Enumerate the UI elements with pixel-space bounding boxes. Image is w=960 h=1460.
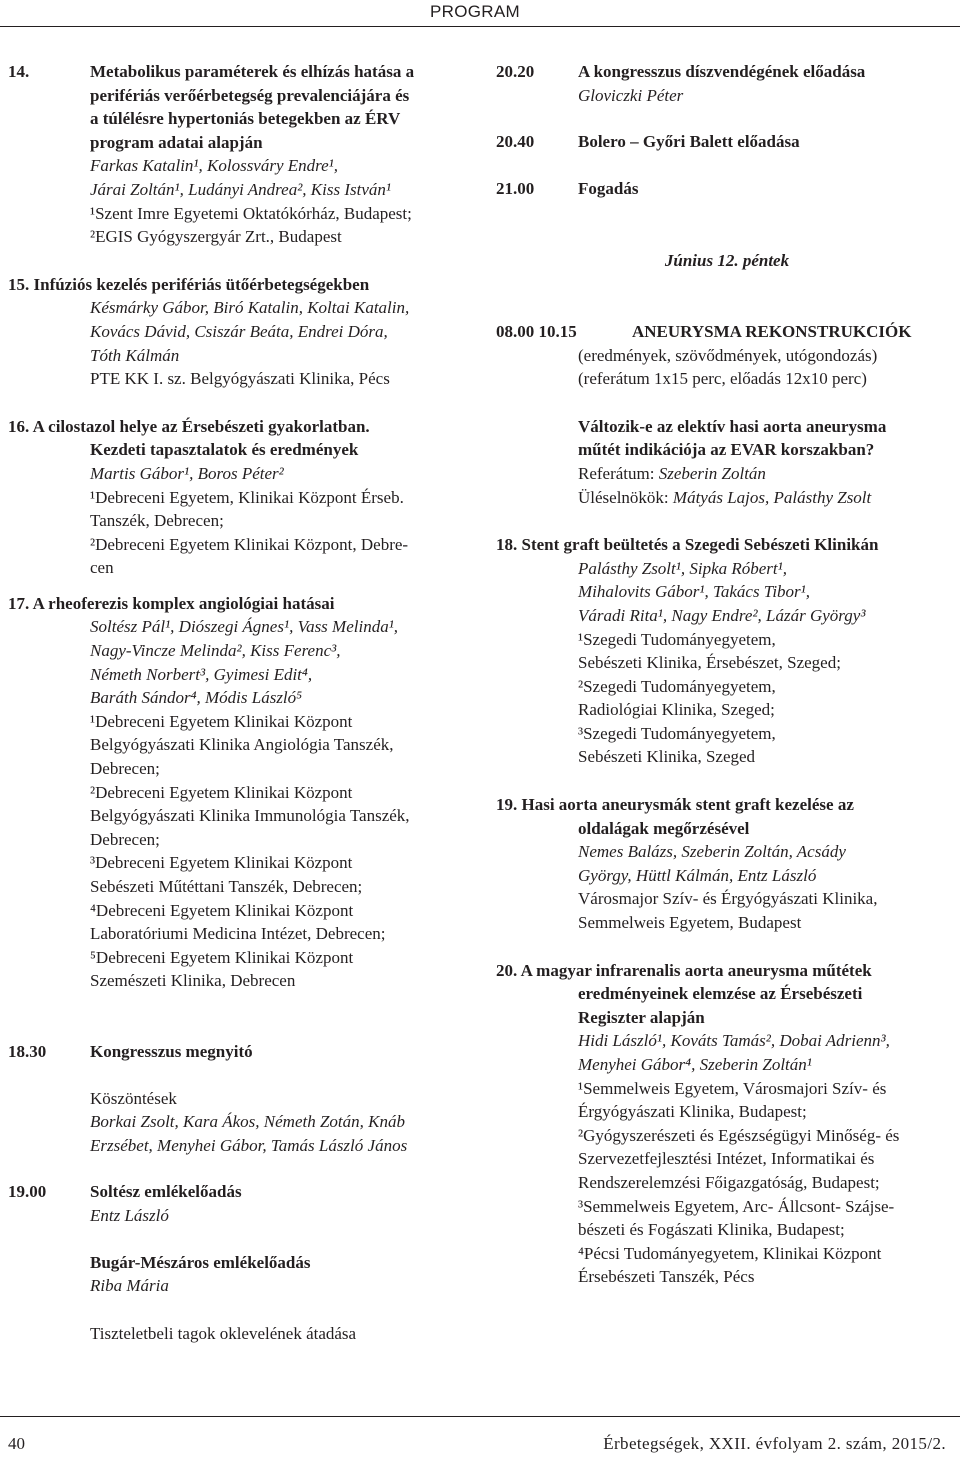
item-title: perifériás verőérbetegség prevalenciájára és	[90, 85, 410, 105]
item-affiliation: Sebészeti Klinika, Érsebészet, Szeged;	[578, 653, 841, 673]
session-0800	[496, 320, 958, 391]
item-number: 16.	[8, 416, 30, 436]
chairs-label: Üléselnökök:	[578, 487, 673, 507]
referatum-label: Referátum:	[578, 463, 659, 483]
item-affiliation: Rendszerelemzési Főigazgatóság, Budapest;	[578, 1172, 880, 1192]
item-title: a túlélésre hypertoniás betegekben az ÉRV	[90, 109, 401, 129]
item-authors: Soltész Pál¹, Diószegi Ágnes¹, Vass Melinda¹,	[90, 617, 399, 637]
item-affiliation: ¹Semmelweis Egyetem, Városmajori Szív- és	[578, 1078, 887, 1098]
item-authors: Váradi Rita¹, Nagy Endre², Lázár György³	[578, 605, 866, 625]
item-14	[8, 60, 470, 249]
left-column	[8, 60, 470, 1345]
item-affiliation: cen	[90, 558, 114, 578]
item-affiliation: Érsebészeti Tanszék, Pécs	[578, 1267, 755, 1287]
right-column	[496, 60, 958, 1289]
item-affiliation: Városmajor Szív- és Érgyógyászati Klinika,	[578, 889, 878, 909]
item-affiliation: Semmelweis Egyetem, Budapest	[578, 913, 802, 933]
item-authors: Mihalovits Gábor¹, Takács Tibor¹,	[578, 582, 811, 602]
item-affiliation: ²Debreceni Egyetem Klinikai Központ	[90, 782, 353, 802]
item-number: 18.	[496, 535, 518, 555]
item-15	[8, 273, 470, 391]
item-number: 19.	[496, 795, 518, 815]
item-authors: Hidi László¹, Kováts Tamás², Dobai Adrienn³,	[578, 1031, 890, 1051]
referatum	[496, 415, 958, 509]
item-affiliation: ²Szegedi Tudományegyetem,	[578, 676, 776, 696]
item-affiliation: ²Debreceni Egyetem Klinikai Központ, Debre-	[90, 534, 409, 554]
session-2040	[496, 130, 958, 154]
page-footer	[0, 1416, 960, 1456]
header-rule	[0, 26, 960, 27]
item-affiliation: Szervezetfejlesztési Intézet, Informatikai és	[578, 1149, 875, 1169]
item-affiliation: ⁵Debreceni Egyetem Klinikai Központ	[90, 947, 354, 967]
item-authors: Martis Gábor¹, Boros Péter²	[90, 463, 284, 483]
session-title: Bugár-Mészáros emlékelőadás	[90, 1252, 311, 1272]
item-affiliation: Laboratóriumi Medicina Intézet, Debrecen;	[90, 924, 386, 944]
session-1830	[8, 1040, 470, 1157]
session-time: 21.00	[496, 178, 535, 198]
section-label: PROGRAM	[430, 2, 520, 21]
item-authors: Németh Norbert³, Gyimesi Edit⁴,	[90, 664, 313, 684]
item-affiliation: Belgyógyászati Klinika Immunológia Tanszék,	[90, 806, 410, 826]
item-affiliation: ³Szegedi Tudományegyetem,	[578, 723, 776, 743]
referatum-title: műtét indikációja az EVAR korszakban?	[578, 440, 875, 460]
item-authors: Nemes Balázs, Szeberin Zoltán, Acsády	[578, 842, 846, 862]
session-1900	[8, 1180, 470, 1345]
session-speaker: Entz László	[90, 1205, 169, 1225]
item-affiliation: bészeti és Fogászati Klinika, Budapest;	[578, 1220, 845, 1240]
item-title: A cilostazol helye az Érsebészeti gyakorlatban.	[32, 416, 370, 436]
item-affiliation: Belgyógyászati Klinika Angiológia Tanszék,	[90, 735, 394, 755]
session-speakers: Erzsébet, Menyhei Gábor, Tamás László János	[90, 1135, 408, 1155]
session-speaker: Riba Mária	[90, 1276, 169, 1296]
session-title: Bolero – Győri Balett előadása	[578, 132, 800, 152]
session-2100	[496, 177, 958, 201]
day-heading: Június 12. péntek	[664, 251, 790, 271]
item-affiliation: Radiológiai Klinika, Szeged;	[578, 700, 775, 720]
item-affiliation: Szemészeti Klinika, Debrecen	[90, 971, 296, 991]
item-affiliation: ⁴Debreceni Egyetem Klinikai Központ	[90, 900, 354, 920]
item-authors: Baráth Sándor⁴, Módis László⁵	[90, 688, 303, 708]
item-authors: Kovács Dávid, Csiszár Beáta, Endrei Dóra,	[90, 321, 388, 341]
item-title: program adatai alapján	[90, 132, 263, 152]
session-title: Fogadás	[578, 178, 639, 198]
item-affiliation: Tanszék, Debrecen;	[90, 511, 224, 531]
item-affiliation: ¹Szegedi Tudományegyetem,	[578, 629, 776, 649]
item-affiliation: Érgyógyászati Klinika, Budapest;	[578, 1102, 807, 1122]
session-time: 20.40	[496, 132, 535, 152]
item-number: 14.	[8, 62, 30, 81]
item-title: A magyar infrarenalis aorta aneurysma műtétek	[520, 960, 872, 980]
item-19	[496, 793, 958, 935]
item-affiliation: ³Debreceni Egyetem Klinikai Központ	[90, 853, 353, 873]
session-time: 08.00 10.15	[496, 321, 577, 341]
item-title: Metabolikus paraméterek és elhízás hatása a	[90, 62, 415, 81]
session-speakers: Borkai Zsolt, Kara Ákos, Németh Zotán, Knáb	[90, 1112, 405, 1132]
session-time: 19.00	[8, 1182, 47, 1202]
item-number: 20.	[496, 960, 518, 980]
item-title: Stent graft beültetés a Szegedi Sebészeti Klinikán	[521, 535, 879, 555]
item-affiliation: ⁴Pécsi Tudományegyetem, Klinikai Központ	[578, 1243, 882, 1263]
item-affiliation: ²Gyógyszerészeti és Egészségügyi Minőség- és	[578, 1125, 900, 1145]
item-affiliation: Debrecen;	[90, 759, 160, 779]
session-description: (referátum 1x15 perc, előadás 12x10 perc)	[578, 369, 867, 389]
item-authors: Tóth Kálmán	[90, 345, 180, 365]
item-title: Hasi aorta aneurysmák stent graft kezelése az	[521, 795, 854, 815]
journal-citation: Érbetegségek, XXII. évfolyam 2. szám, 2015/2.	[603, 1434, 946, 1453]
page-header	[0, 0, 960, 28]
session-time: 20.20	[496, 62, 535, 81]
item-title: Kezdeti tapasztalatok és eredmények	[90, 440, 359, 460]
session-description: (eredmények, szövődmények, utógondozás)	[578, 345, 878, 365]
item-authors: Nagy-Vincze Melinda², Kiss Ferenc³,	[90, 641, 341, 661]
item-title: Infúziós kezelés perifériás ütőérbetegségekben	[33, 274, 370, 294]
item-affiliation: ¹Debreceni Egyetem Klinikai Központ	[90, 711, 353, 731]
session-2020	[496, 60, 958, 107]
page-number: 40	[8, 1434, 25, 1453]
item-authors: Farkas Katalin¹, Kolossváry Endre¹,	[90, 156, 339, 176]
item-title: A rheoferezis komplex angiológiai hatásai	[32, 593, 335, 613]
session-closing: Tiszteletbeli tagok oklevelének átadása	[90, 1323, 357, 1343]
referatum-title: Változik-e az elektív hasi aorta aneurysma	[578, 416, 887, 436]
footer-rule	[0, 1416, 960, 1417]
item-affiliation: PTE KK I. sz. Belgyógyászati Klinika, Pécs	[90, 369, 390, 389]
item-affiliation: ¹Szent Imre Egyetemi Oktatókórház, Budapest;	[90, 203, 412, 223]
item-number: 15.	[8, 274, 30, 294]
item-17	[8, 592, 470, 993]
item-title: oldalágak megőrzésével	[578, 818, 750, 838]
item-affiliation: Sebészeti Műtéttani Tanszék, Debrecen;	[90, 877, 363, 896]
item-authors: Palásthy Zsolt¹, Sipka Róbert¹,	[578, 558, 787, 578]
session-title: ANEURYSMA REKONSTRUKCIÓK	[632, 321, 912, 341]
session-title: A kongresszus díszvendégének előadása	[578, 62, 866, 81]
item-20	[496, 959, 958, 1289]
item-number: 17.	[8, 593, 30, 613]
session-subtitle: Köszöntések	[90, 1088, 177, 1108]
item-18	[496, 533, 958, 769]
item-authors: György, Hüttl Kálmán, Entz László	[578, 865, 817, 885]
session-title: Soltész emlékelőadás	[90, 1182, 242, 1202]
item-affiliation: ¹Debreceni Egyetem, Klinikai Központ Érseb.	[90, 487, 404, 507]
session-speaker: Gloviczki Péter	[578, 85, 684, 105]
session-title: Kongresszus megnyitó	[90, 1041, 253, 1061]
item-authors: Járai Zoltán¹, Ludányi Andrea², Kiss István¹	[90, 179, 391, 199]
item-authors: Menyhei Gábor⁴, Szeberin Zoltán¹	[578, 1055, 812, 1074]
chairs-names: Mátyás Lajos, Palásthy Zsolt	[672, 487, 872, 507]
item-affiliation: ³Semmelweis Egyetem, Arc- Állcsont- Szájse-	[578, 1196, 895, 1216]
item-affiliation: Sebészeti Klinika, Szeged	[578, 747, 756, 767]
referatum-speaker: Szeberin Zoltán	[658, 463, 766, 483]
item-title: eredményeinek elemzése az Érsebészeti	[578, 984, 863, 1004]
item-affiliation: ²EGIS Gyógyszergyár Zrt., Budapest	[90, 227, 342, 247]
item-16	[8, 415, 470, 580]
item-affiliation: Debrecen;	[90, 829, 160, 849]
item-title: Regiszter alapján	[578, 1007, 705, 1027]
item-authors: Késmárky Gábor, Biró Katalin, Koltai Katalin,	[90, 298, 410, 318]
session-time: 18.30	[8, 1041, 47, 1061]
